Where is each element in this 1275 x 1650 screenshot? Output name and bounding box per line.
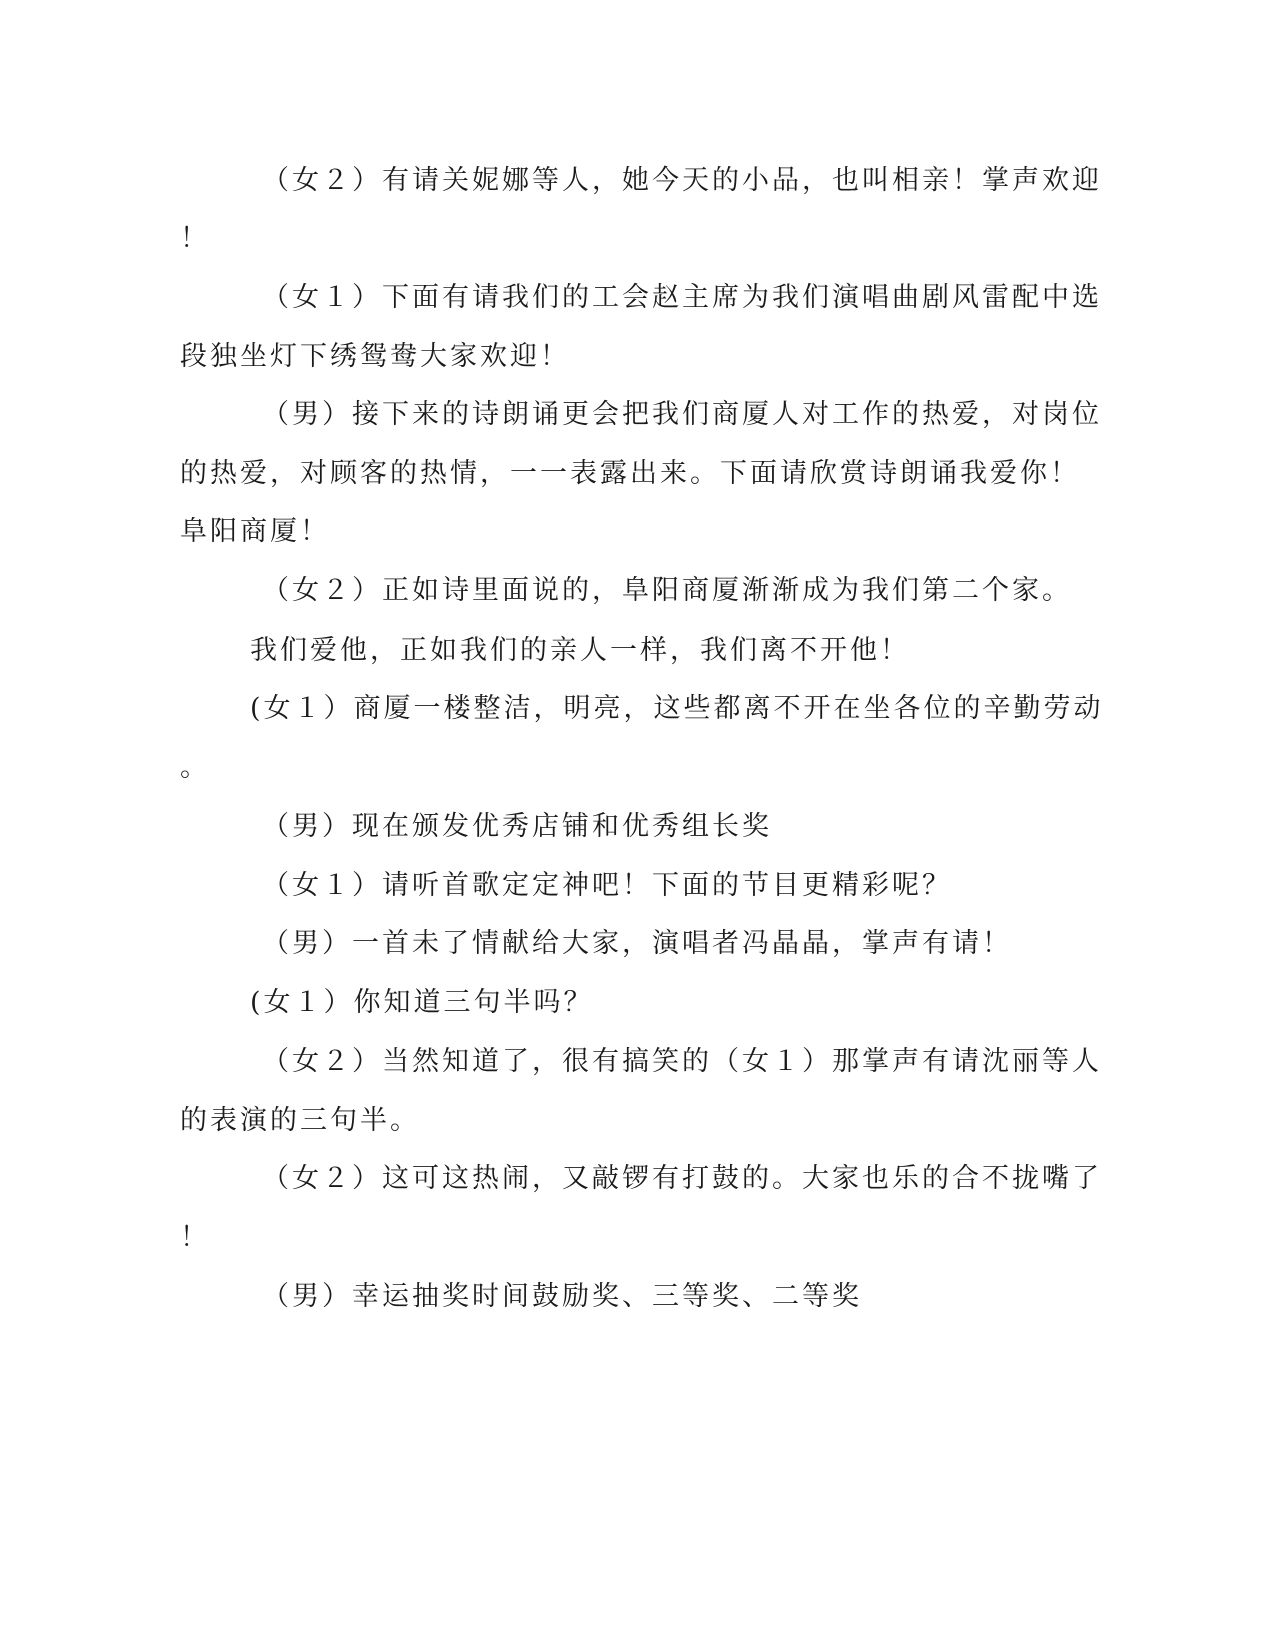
- paragraph-line: （女１）请听首歌定定神吧！下面的节目更精彩呢？: [262, 870, 952, 901]
- paragraph-line: （女２）这可这热闹，又敲锣有打鼓的。大家也乐的合不拢嘴了: [262, 1163, 1102, 1194]
- paragraph-line: （女１）下面有请我们的工会赵主席为我们演唱曲剧风雷配中选: [262, 282, 1102, 313]
- paragraph-line: ！: [180, 223, 210, 254]
- paragraph-line: （男）现在颁发优秀店铺和优秀组长奖: [262, 811, 772, 842]
- paragraph-line: (女１）商厦一楼整洁，明亮，这些都离不开在坐各位的辛勤劳动: [250, 693, 1104, 724]
- paragraph-line: （女２）有请关妮娜等人，她今天的小品，也叫相亲！掌声欢迎: [262, 165, 1102, 196]
- paragraph-line: （女２）正如诗里面说的，阜阳商厦渐渐成为我们第二个家。: [262, 575, 1072, 606]
- paragraph-line: 我们爱他，正如我们的亲人一样，我们离不开他！: [250, 635, 910, 666]
- paragraph-line: 的表演的三句半。: [180, 1105, 420, 1136]
- paragraph-line: （女２）当然知道了，很有搞笑的（女１）那掌声有请沈丽等人: [262, 1046, 1102, 1077]
- paragraph-line: （男）幸运抽奖时间鼓励奖、三等奖、二等奖: [262, 1281, 862, 1312]
- paragraph-line: （男）接下来的诗朗诵更会把我们商厦人对工作的热爱，对岗位: [262, 399, 1102, 430]
- paragraph-line: ！: [180, 1222, 210, 1253]
- paragraph-line: 的热爱，对顾客的热情，一一表露出来。下面请欣赏诗朗诵我爱你！: [180, 458, 1080, 489]
- paragraph-line: (女１）你知道三句半吗？: [250, 987, 594, 1018]
- paragraph-line: 阜阳商厦！: [180, 516, 330, 547]
- paragraph-line: （男）一首未了情献给大家，演唱者冯晶晶，掌声有请！: [262, 928, 1012, 959]
- paragraph-line: 段独坐灯下绣鸳鸯大家欢迎！: [180, 341, 570, 372]
- paragraph-line: 。: [180, 752, 210, 783]
